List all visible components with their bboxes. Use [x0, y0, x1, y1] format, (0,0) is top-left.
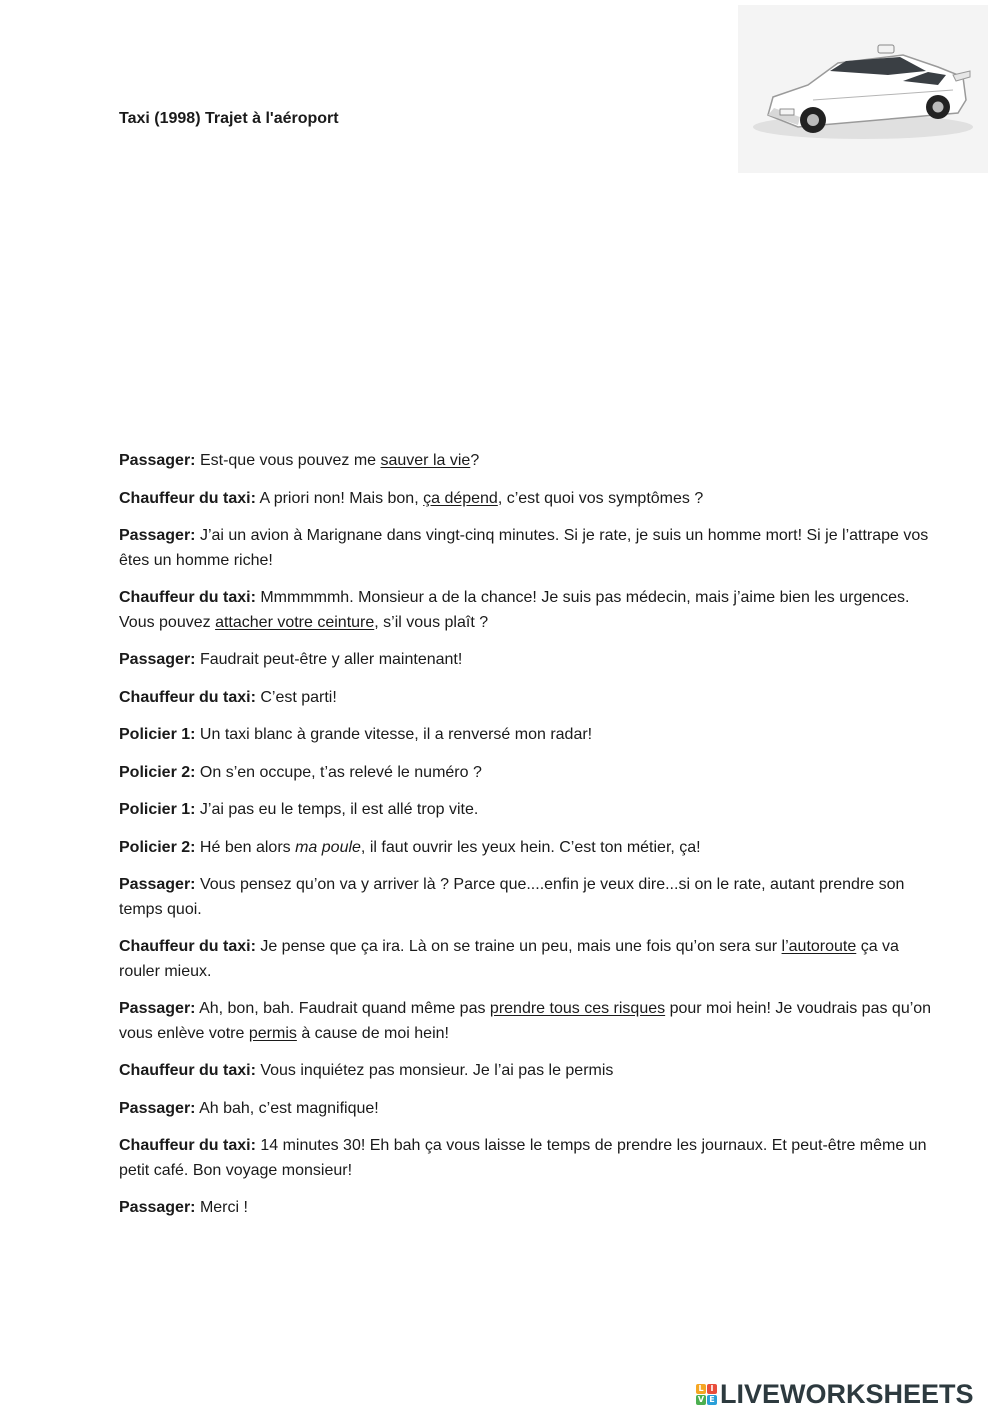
line-text: , c’est quoi vos symptômes ?	[497, 489, 704, 507]
line-text: Est-que vous pouvez me	[195, 452, 381, 469]
line-text: Vous pensez qu’on va y arriver là ? Parce que....enfin je veux dire...si on le rate, autant prendre son temps quoi.	[119, 876, 905, 918]
logo-tile: L	[696, 1384, 706, 1394]
line-text: Faudrait peut-être y aller maintenant!	[195, 651, 463, 668]
speaker-label: Passager:	[119, 1199, 196, 1216]
dialogue-line	[119, 997, 934, 1046]
line-text: Vous inquiétez pas monsieur. Je l’ai pas le permis	[255, 1062, 614, 1079]
brand-name: LIVEWORKSHEETS	[720, 1378, 974, 1409]
dialogue-line	[119, 524, 934, 573]
speaker-label: Chauffeur du taxi:	[119, 688, 256, 706]
speaker-label: Chauffeur du taxi:	[119, 489, 256, 507]
speaker-label: Chauffeur du taxi:	[119, 589, 256, 606]
speaker-label: Policier 2:	[119, 763, 196, 781]
speaker-label: Passager:	[119, 527, 196, 544]
line-text: pour moi hein! Je voudrais pas qu’on vous enlève votre	[119, 1000, 932, 1042]
dialogue-line	[119, 1134, 934, 1183]
line-text: , il faut ouvrir les yeux hein. C’est ton métier, ça!	[360, 838, 701, 856]
speaker-label: Passager:	[119, 1099, 196, 1117]
taxi-image	[738, 5, 988, 173]
dialogue-line	[119, 798, 934, 823]
underlined-phrase: attacher votre ceinture	[215, 613, 375, 631]
page-title: Taxi (1998) Trajet à l'aéroport	[119, 110, 339, 127]
underlined-phrase: prendre tous ces risques	[489, 1000, 666, 1017]
line-text: Je pense que ça ira. Là on se traine un peu, mais une fois qu’on sera sur	[255, 938, 782, 955]
speaker-label: Chauffeur du taxi:	[119, 938, 256, 955]
line-text: Un taxi blanc à grande vitesse, il a renversé mon radar!	[195, 726, 593, 743]
dialogue-line	[119, 686, 934, 711]
dialogue-line	[119, 487, 934, 512]
speaker-label: Policier 1:	[119, 726, 196, 743]
line-text: Hé ben alors	[195, 838, 296, 856]
speaker-label: Policier 2:	[119, 838, 196, 856]
dialogue-line	[119, 1196, 934, 1221]
speaker-label: Chauffeur du taxi:	[119, 1062, 256, 1079]
speaker-label: Passager:	[119, 452, 196, 469]
line-text: Ah bah, c’est magnifique!	[195, 1099, 379, 1117]
dialogue-line	[119, 449, 934, 474]
dialogue-line	[119, 1097, 934, 1122]
footer-logo	[696, 1379, 974, 1409]
speaker-label: Policier 1:	[119, 801, 196, 818]
speaker-label: Passager:	[119, 876, 196, 893]
line-text: On s’en occupe, t’as relevé le numéro ?	[195, 763, 482, 781]
line-text: J’ai un avion à Marignane dans vingt-cinq minutes. Si je rate, je suis un homme mort! Si je l’attrape vos êtes un homme riche!	[119, 527, 929, 569]
dialogue-line	[119, 761, 934, 786]
dialogue-line	[119, 935, 934, 984]
line-text: ça va rouler mieux.	[119, 938, 899, 980]
dialogue	[119, 449, 934, 1234]
dialogue-line	[119, 723, 934, 748]
dialogue-line	[119, 836, 934, 861]
line-text: 14 minutes 30! Eh bah ça vous laisse le temps de prendre les journaux. Et peut-être même un petit café. Bon voyage monsieur!	[119, 1137, 927, 1179]
line-text: J’ai pas eu le temps, il est allé trop vite.	[195, 801, 479, 818]
italic-phrase: ma poule	[295, 838, 361, 856]
liveworksheets-logo-icon	[696, 1384, 717, 1405]
speaker-label: Passager:	[119, 651, 196, 668]
speaker-label: Passager:	[119, 1000, 196, 1017]
speaker-label: Chauffeur du taxi:	[119, 1137, 256, 1154]
logo-tile: E	[707, 1395, 717, 1405]
dialogue-line	[119, 1059, 934, 1084]
line-text: Merci !	[195, 1199, 248, 1216]
line-text: C’est parti!	[255, 688, 337, 706]
line-text: A priori non! Mais bon,	[255, 489, 424, 507]
logo-tile: V	[697, 1394, 705, 1404]
line-text: Mmmmmmh. Monsieur a de la chance! Je suis pas médecin, mais j’aime bien les urgences. Vous pouvez	[119, 589, 910, 631]
line-text: à cause de moi hein!	[296, 1024, 449, 1042]
line-text: ?	[470, 452, 480, 469]
underlined-phrase: ça dépend	[423, 489, 498, 507]
taxi-car-icon	[738, 5, 988, 173]
underlined-phrase: sauver la vie	[380, 452, 471, 469]
dialogue-line	[119, 648, 934, 673]
dialogue-line	[119, 873, 934, 922]
underlined-phrase: l’autoroute	[781, 938, 857, 955]
line-text: Ah, bon, bah. Faudrait quand même pas	[195, 1000, 490, 1017]
dialogue-line	[119, 586, 934, 635]
underlined-phrase: permis	[248, 1024, 297, 1042]
logo-tile: I	[707, 1384, 717, 1394]
line-text: , s’il vous plaît ?	[374, 613, 489, 631]
